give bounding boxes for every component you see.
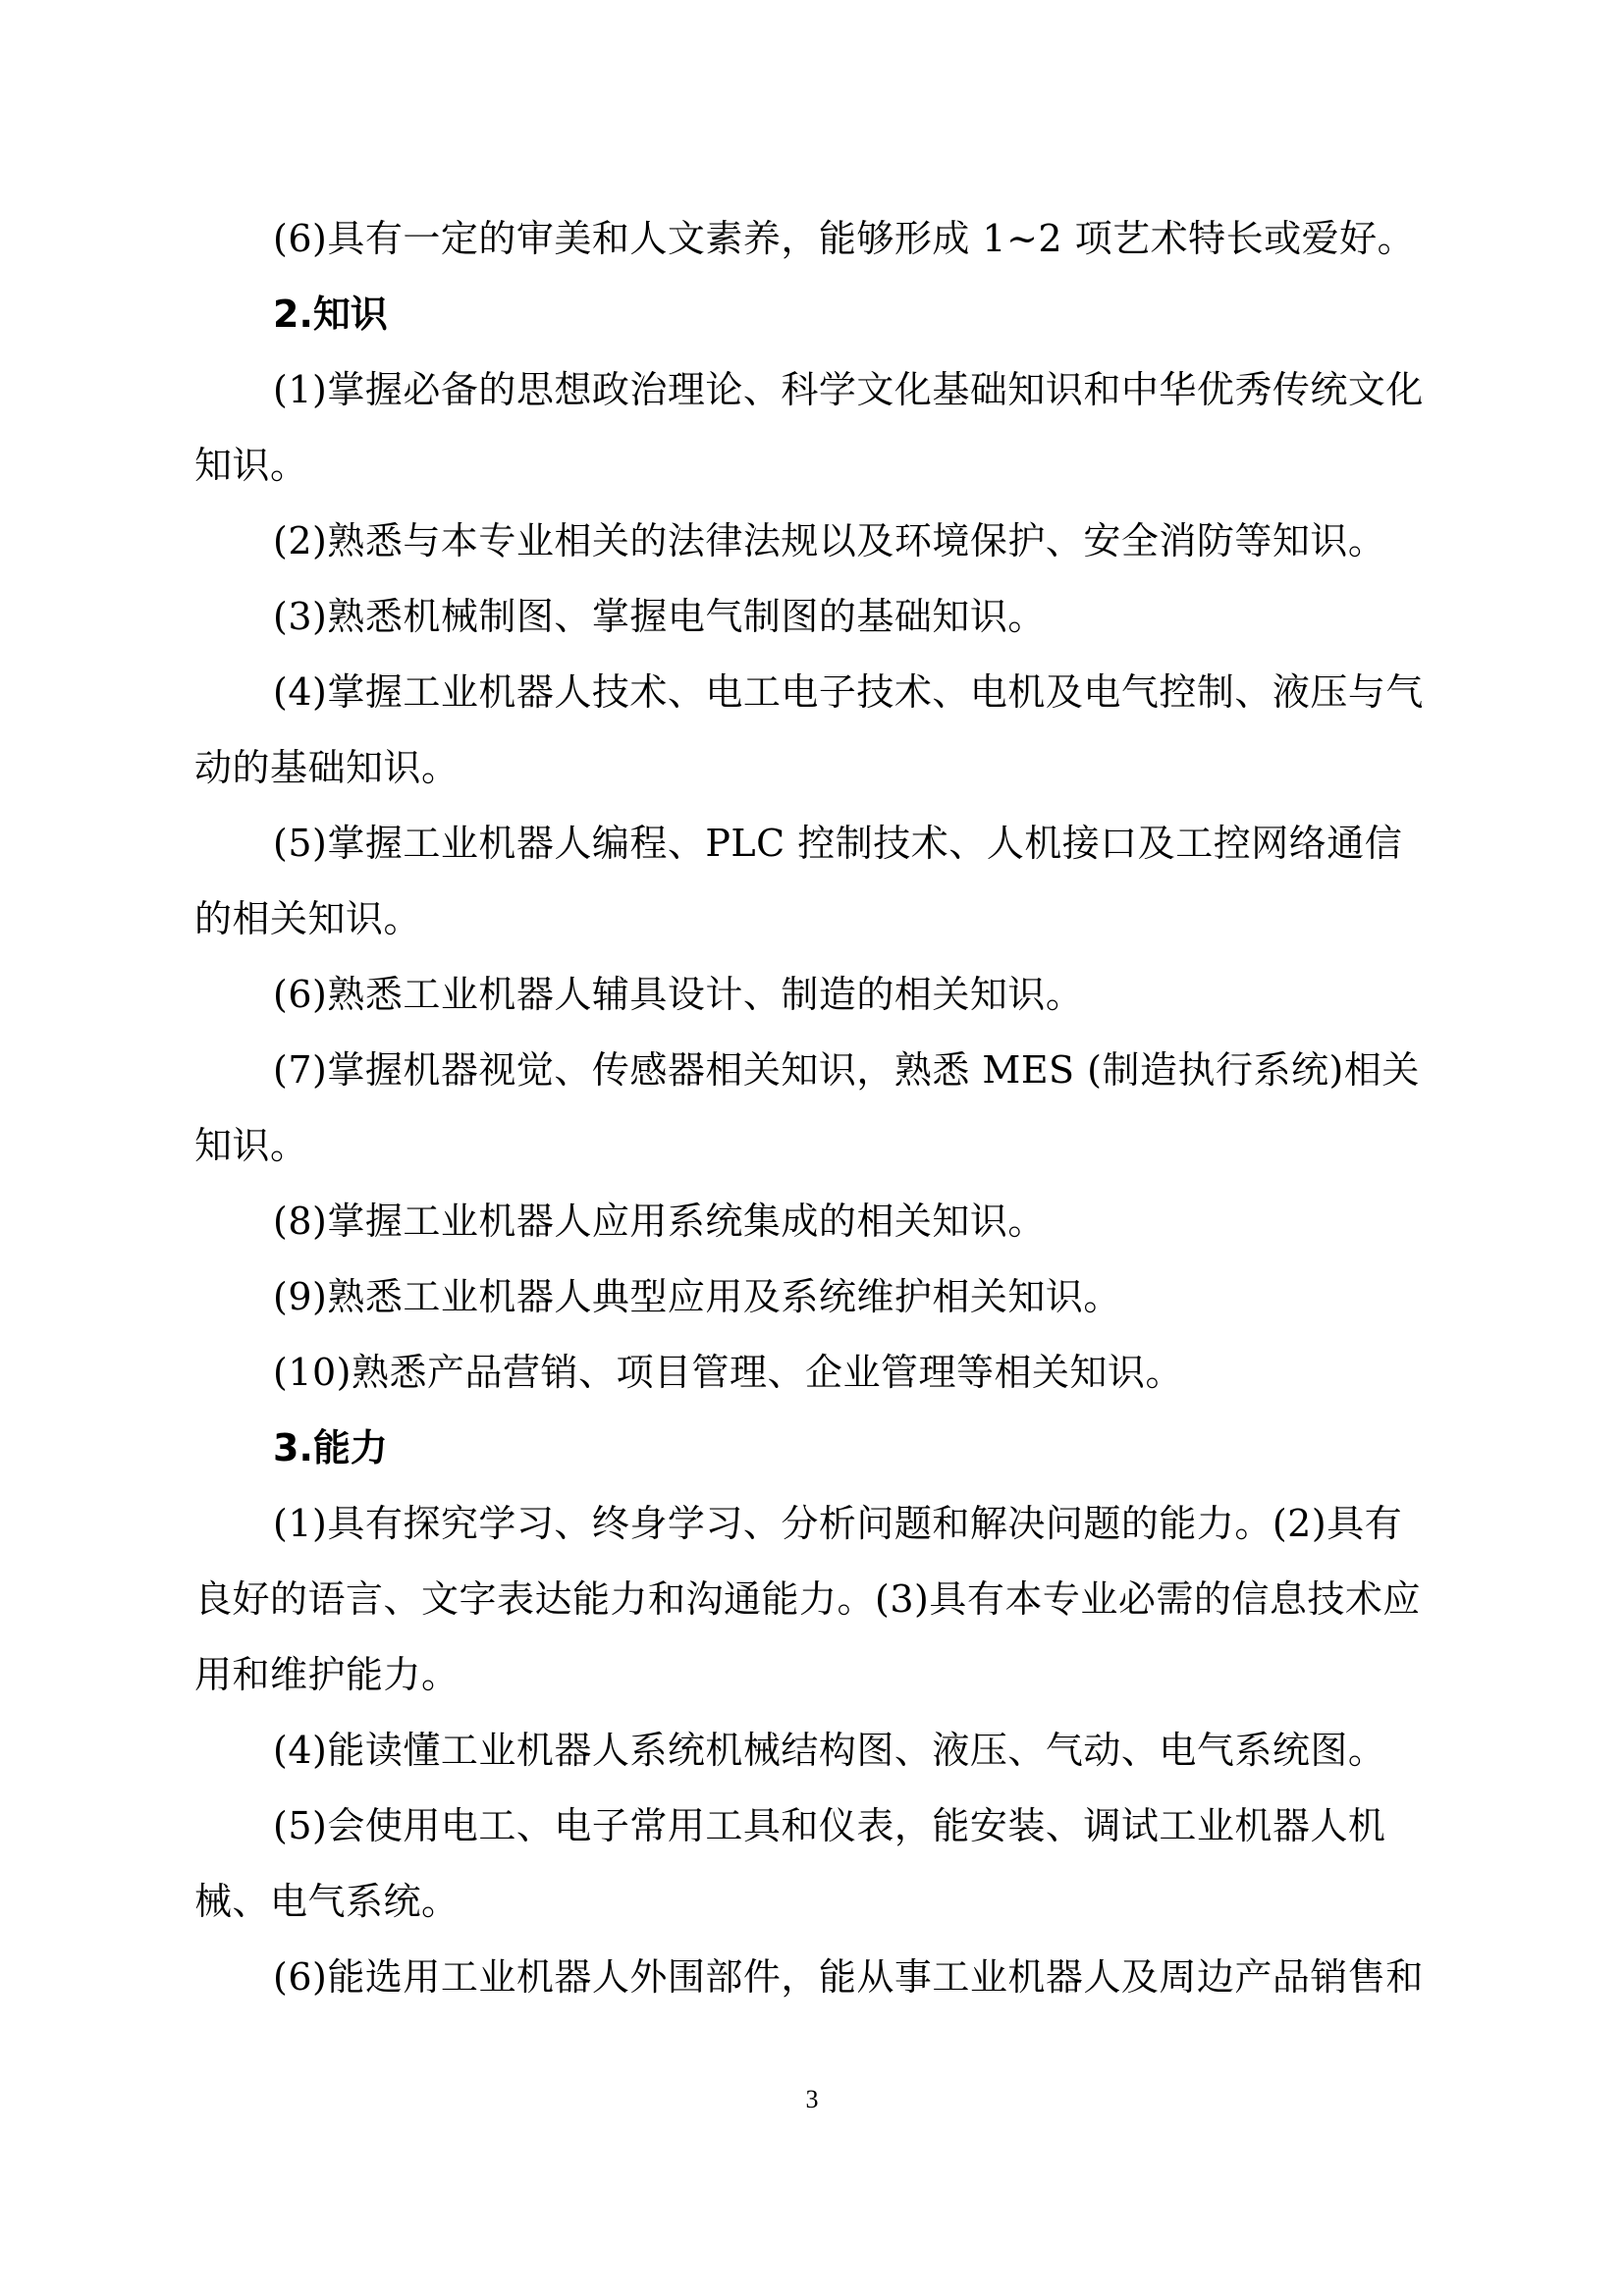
paragraph: (6)具有一定的审美和人文素养，能够形成 1~2 项艺术特长或爱好。	[273, 217, 1416, 260]
paragraph: (3)熟悉机械制图、掌握电气制图的基础知识。	[273, 595, 1046, 638]
paragraph: (4)掌握工业机器人技术、电工电子技术、电机及电气控制、液压与气动的基础知识。	[194, 670, 1424, 789]
paragraph: (1)掌握必备的思想政治理论、科学文化基础知识和中华优秀传统文化知识。	[194, 368, 1424, 487]
paragraph: (6)熟悉工业机器人辅具设计、制造的相关知识。	[273, 973, 1084, 1016]
paragraph: (6)能选用工业机器人外围部件，能从事工业机器人及周边产品销售和	[273, 1955, 1424, 1999]
page-number: 3	[805, 2085, 819, 2113]
paragraph: (10)熟悉产品营销、项目管理、企业管理等相关知识。	[273, 1351, 1184, 1394]
paragraph: (9)熟悉工业机器人典型应用及系统维护相关知识。	[273, 1275, 1121, 1318]
document-body	[194, 201, 1437, 2015]
paragraph: (1)具有探究学习、终身学习、分析问题和解决问题的能力。(2)具有良好的语言、文字表达能力和沟通能力。(3)具有本专业必需的信息技术应用和维护能力。	[194, 1502, 1421, 1696]
section-heading: 2.知识	[273, 293, 388, 336]
paragraph: (8)掌握工业机器人应用系统集成的相关知识。	[273, 1200, 1046, 1243]
paragraph: (7)掌握机器视觉、传感器相关知识，熟悉 MES (制造执行系统)相关知识。	[194, 1048, 1420, 1167]
paragraph: (5)掌握工业机器人编程、PLC 控制技术、人机接口及工控网络通信的相关知识。	[194, 822, 1403, 940]
section-heading: 3.能力	[273, 1426, 388, 1469]
paragraph: (5)会使用电工、电子常用工具和仪表，能安装、调试工业机器人机械、电气系统。	[194, 1804, 1386, 1923]
paragraph: (4)能读懂工业机器人系统机械结构图、液压、气动、电气系统图。	[273, 1729, 1386, 1772]
paragraph: (2)熟悉与本专业相关的法律法规以及环境保护、安全消防等知识。	[273, 519, 1386, 562]
